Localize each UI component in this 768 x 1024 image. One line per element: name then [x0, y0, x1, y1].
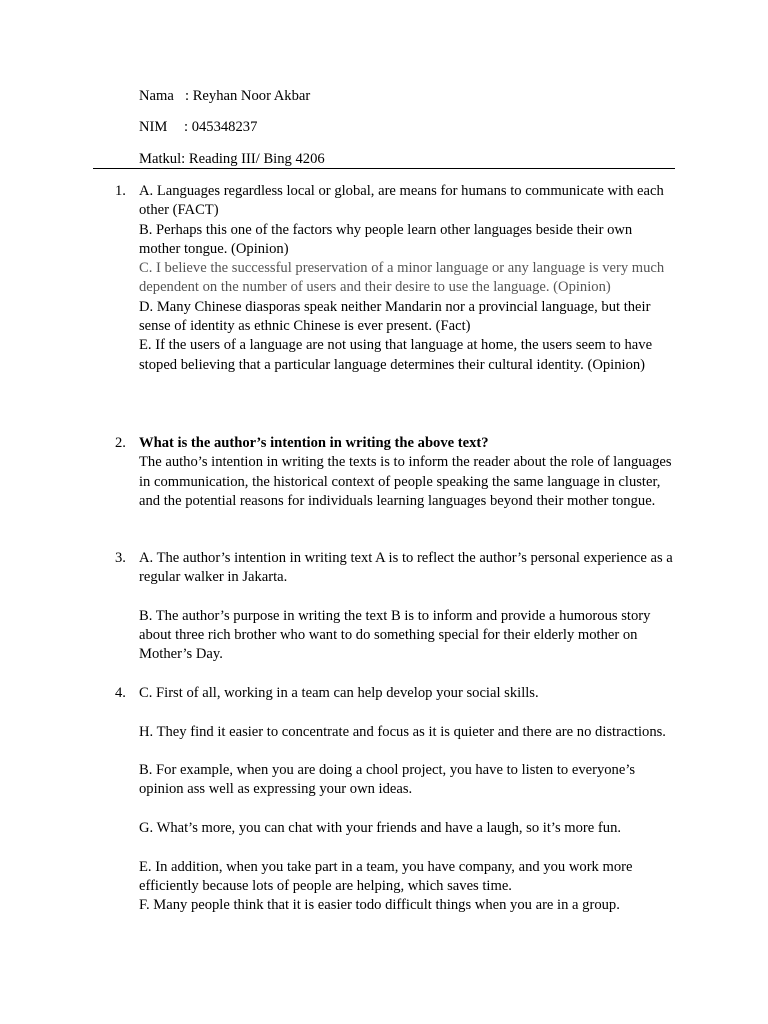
q2-question: What is the author’s intention in writing the above text? [139, 435, 489, 451]
q4-sentence-e: E. In addition, when you take part in a team, you have company, and you work more efficiently because lots of people are helping, which saves time. [139, 858, 633, 894]
q1-answer-c: C. I believe the successful preservation of a minor language or any language is very much dependent on the number of users and their desire to use the language. (Opinion) [139, 260, 665, 296]
q2-answer: The autho’s intention in writing the texts is to inform the reader about the role of languages in communication, the historical context of people speaking the same language in cluster, and the potential reasons for individuals learning languages beyond their mother tongue. [139, 454, 672, 509]
question-1-number: 1. [115, 183, 126, 199]
q4-sentence-f: F. Many people think that it is easier todo difficult things when you are in a group. [139, 897, 620, 914]
q4-sentence-h: H. They find it easier to concentrate and focus as it is quieter and there are no distractions. [139, 723, 666, 740]
q3-answer-b: B. The author’s purpose in writing the text B is to inform and provide a humorous story about three rich brother who want to do something special for their elderly mother on Mother’s Day. [139, 607, 651, 663]
q4-sentence-g: G. What’s more, you can chat with your friends and have a laugh, so it’s more fun. [139, 820, 622, 837]
header-nim-line [139, 117, 257, 137]
nim-value: : 045348237 [184, 119, 258, 135]
question-2-number: 2. [115, 435, 126, 451]
header-divider [93, 168, 675, 169]
matkul-label: Matkul [139, 151, 182, 167]
nama-value: : Reyhan Noor Akbar [185, 88, 311, 104]
q1-answer-d: D. Many Chinese diasporas speak neither Mandarin nor a provincial language, but their sense of identity as ethnic Chinese is ever present. (Fact) [139, 298, 651, 335]
question-4-number: 4. [115, 685, 126, 701]
question-3-body [139, 549, 675, 665]
q1-answer-a: A. Languages regardless local or global, are means for humans to communicate with each other (FACT) [139, 183, 664, 219]
q4-sentence-b: B. For example, when you are doing a chool project, you have to listen to everyone’s opinion ass well as expressing your own ideas. [139, 762, 636, 798]
nim-label: NIM [139, 119, 168, 135]
q1-answer-b: B. Perhaps this one of the factors why people learn other languages beside their own mother tongue. (Opinion) [139, 221, 633, 257]
header-nama-line [139, 86, 310, 106]
matkul-value: : Reading III/ Bing 4206 [181, 151, 325, 167]
question-2-body [139, 434, 675, 511]
question-3-number: 3. [115, 550, 126, 566]
q3-answer-a: A. The author’s intention in writing text A is to reflect the author’s personal experience as a regular walker in Jakarta. [139, 550, 673, 586]
nama-label: Nama [139, 88, 174, 104]
q1-answer-e: E. If the users of a language are not using that language at home, the users seem to have stoped believing that a particular language determines their cultural identity. (Opinion) [139, 337, 653, 373]
header-matkul-line [139, 149, 325, 169]
q4-sentence-c: C. First of all, working in a team can help develop your social skills. [139, 685, 539, 701]
question-4-body [139, 684, 675, 916]
question-1-body [139, 182, 675, 375]
